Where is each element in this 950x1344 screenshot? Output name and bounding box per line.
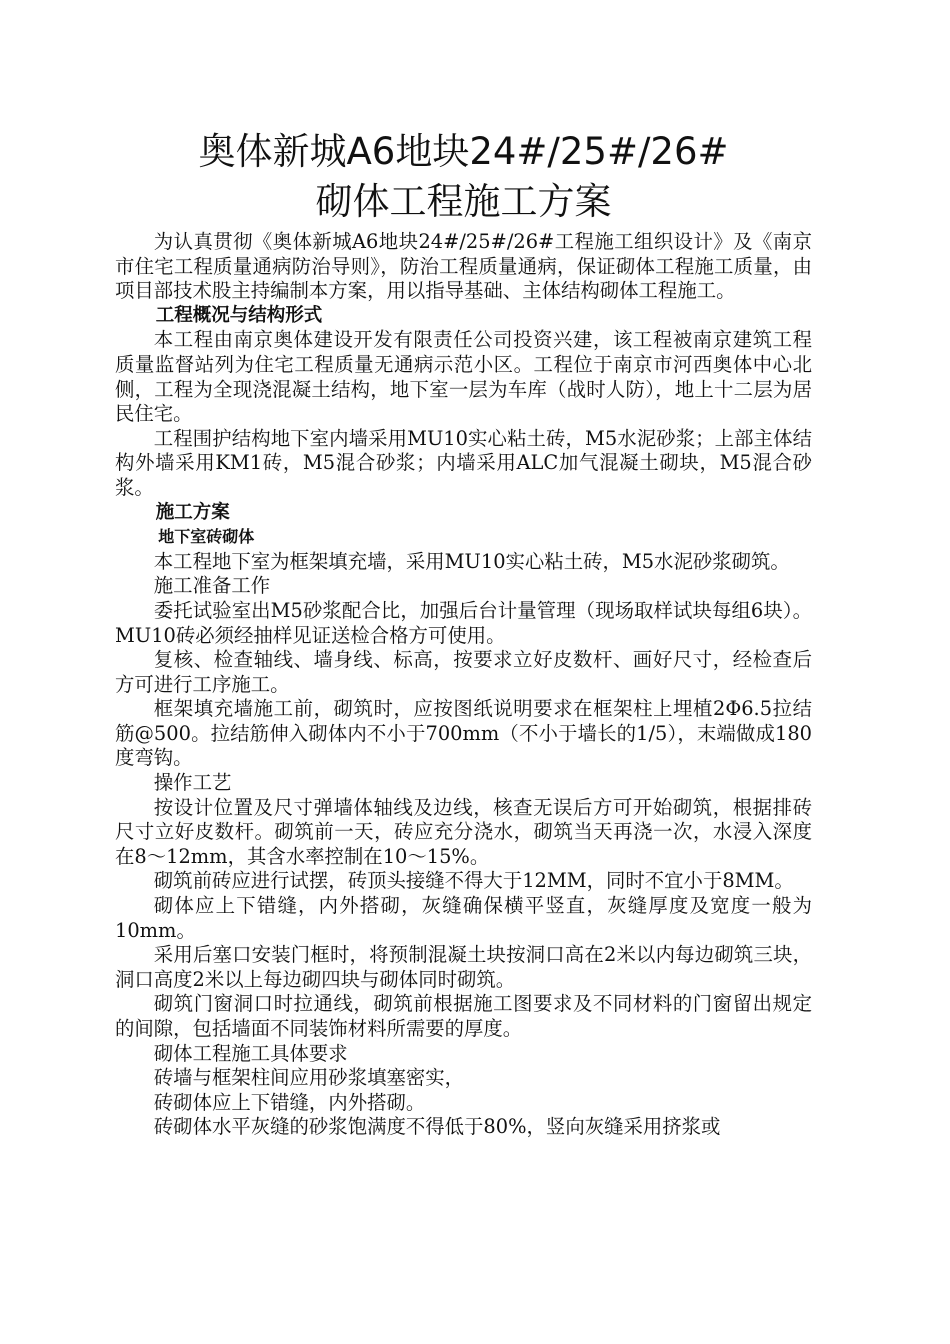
document-page <box>115 128 812 1140</box>
preparation-paragraph-3: 框架填充墙施工前，砌筑时，应按图纸说明要求在框架柱上埋植2Φ6.5拉结筋@500。拉结筋伸入砌体内不小于700mm（不小于墙长的1/5），末端做成180度弯钩。 <box>115 697 812 770</box>
overview-paragraph-1: 本工程由南京奥体建设开发有限责任公司投资兴建，该工程被南京建筑工程质量监督站列为住宅工程质量无通病示范小区。工程位于南京市河西奥体中心北侧，工程为全现浇混凝土结构，地下室一层为车库（战时人防），地上十二层为居民住宅。 <box>115 328 812 426</box>
operation-paragraph-3: 砌体应上下错缝，内外搭砌，灰缝确保横平竖直，灰缝厚度及宽度一般为10mm。 <box>115 894 812 942</box>
requirements-paragraph-1: 砖墙与框架柱间应用砂浆填塞密实， <box>153 1066 465 1090</box>
intro-paragraph: 为认真贯彻《奥体新城A6地块24#/25#/26#工程施工组织设计》及《南京市住宅工程质量通病防治导则》，防治工程质量通病，保证砌体工程施工质量，由项目部技术股主持编制本方案，用以指导基础、主体结构砌体工程施工。 <box>115 230 812 303</box>
requirements-paragraph-3: 砖砌体水平灰缝的砂浆饱满度不得低于80%，竖向灰缝采用挤浆或 <box>153 1115 721 1139</box>
overview-paragraph-2: 工程围护结构地下室内墙采用MU10实心粘土砖，M5水泥砂浆；上部主体结构外墙采用KM1砖，M5混合砂浆；内墙采用ALC加气混凝土砌块，M5混合砂浆。 <box>115 426 812 499</box>
subheading-basement-brickwork: 地下室砖砌体 <box>158 527 255 547</box>
preparation-paragraph-1: 委托试验室出M5砂浆配合比，加强后台计量管理（现场取样试块每组6块）。MU10砖必须经抽样见证送检合格方可使用。 <box>115 598 812 647</box>
operation-paragraph-1: 按设计位置及尺寸弹墙体轴线及边线，核查无误后方可开始砌筑，根据排砖尺寸立好皮数杆。砌筑前一天，砖应充分浇水，砌筑当天再浇一次，水浸入深度在8～12mm，其含水率控制在10～15%。 <box>115 795 812 868</box>
document-body <box>115 230 812 1140</box>
document-title-line1: 奥体新城A6地块24#/25#/26# <box>198 130 729 173</box>
requirements-paragraph-2: 砖砌体应上下错缝，内外搭砌。 <box>153 1090 426 1114</box>
heading-operation: 操作工艺 <box>153 771 232 795</box>
heading-requirements: 砌体工程施工具体要求 <box>153 1041 348 1065</box>
operation-paragraph-5: 砌筑门窗洞口时拉通线，砌筑前根据施工图要求及不同材料的门窗留出规定的间隙，包括墙面不同装饰材料所需要的厚度。 <box>115 992 812 1040</box>
section-heading-overview: 工程概况与结构形式 <box>155 304 323 326</box>
document-title-line2: 砌体工程施工方案 <box>315 180 612 223</box>
heading-preparation: 施工准备工作 <box>153 574 271 598</box>
preparation-paragraph-2: 复核、检查轴线、墙身线、标高，按要求立好皮数杆、画好尺寸，经检查后方可进行工序施工。 <box>115 648 812 696</box>
basement-paragraph: 本工程地下室为框架填充墙，采用MU10实心粘土砖，M5水泥砂浆砌筑。 <box>153 549 790 573</box>
operation-paragraph-4: 采用后塞口安装门框时，将预制混凝土块按洞口高在2米以内每边砌筑三块，洞口高度2米以上每边砌四块与砌体同时砌筑。 <box>115 943 812 991</box>
section-heading-plan: 施工方案 <box>155 501 230 523</box>
operation-paragraph-2: 砌筑前砖应进行试摆，砖顶头接缝不得大于12MM，同时不宜小于8MM。 <box>153 869 794 893</box>
